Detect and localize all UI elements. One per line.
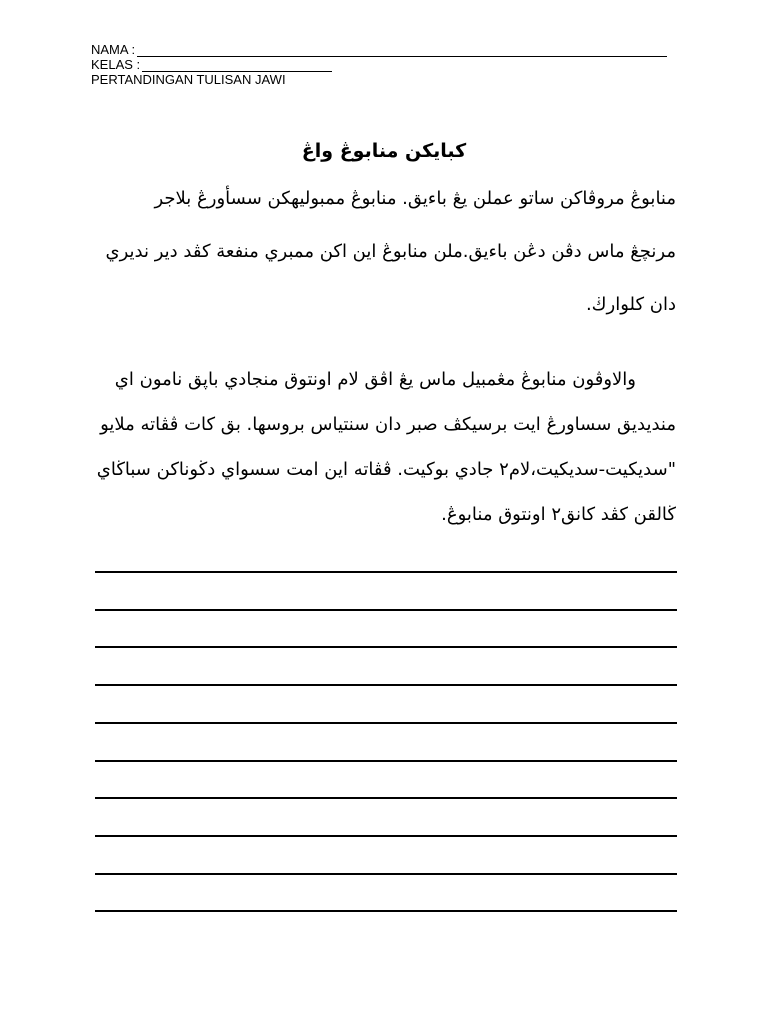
nama-label: NAMA : — [91, 42, 136, 57]
kelas-row — [91, 57, 667, 72]
kelas-blank[interactable] — [142, 59, 332, 72]
nama-row — [91, 42, 667, 57]
paragraph-1-line: دان كلوارڬ. — [585, 294, 676, 315]
writing-line[interactable] — [95, 910, 677, 912]
writing-line[interactable] — [95, 835, 677, 837]
nama-blank[interactable] — [137, 44, 667, 57]
writing-line[interactable] — [95, 571, 677, 573]
paragraph-1-line: مرنچڠ ماس دڤن دڠن باءيق.ملن منابوڠ اين اكن ممبري منفعة كڤد دير ندیري — [105, 241, 676, 262]
kelas-label: KELAS : — [91, 57, 141, 72]
writing-line[interactable] — [95, 684, 677, 686]
writing-line[interactable] — [95, 646, 677, 648]
writing-line[interactable] — [95, 760, 677, 762]
paragraph-2-line: ڬالقن كڤد كانق٢ اونتوق منابوڠ. — [441, 504, 676, 525]
paragraph-1 — [86, 172, 676, 331]
page-title: كبايكن منابوڠ واڠ — [301, 140, 467, 162]
student-info-header — [91, 42, 667, 87]
paragraph-2 — [86, 357, 676, 537]
paragraph-1-line: منابوڠ مروڤاكن ساتو عملن يڠ باءيق. منابوڠ ممبوليهكن سسأورڠ بلاجر — [154, 188, 676, 209]
paragraph-2-line: "سديكيت-سديكيت،لام٢ جادي بوكيت. ڤڤاته اين امت سسواي دڬوناكن سباڬاي — [96, 459, 676, 480]
writing-line[interactable] — [95, 797, 677, 799]
writing-line[interactable] — [95, 609, 677, 611]
paragraph-2-line: والاوڤون منابوڠ مڠمبيل ماس يڠ اڤق لام اونتوق منجادي باڽق نامون اي — [114, 369, 636, 390]
writing-line[interactable] — [95, 873, 677, 875]
writing-line[interactable] — [95, 722, 677, 724]
paragraph-2-line: منديديق سساورڠ ايت برسيكڤ صبر دان سنتياس بروسها. بق كات ڤڤاته ملايو — [100, 414, 676, 435]
competition-name: PERTANDINGAN TULISAN JAWI — [91, 72, 286, 87]
competition-row — [91, 72, 667, 87]
